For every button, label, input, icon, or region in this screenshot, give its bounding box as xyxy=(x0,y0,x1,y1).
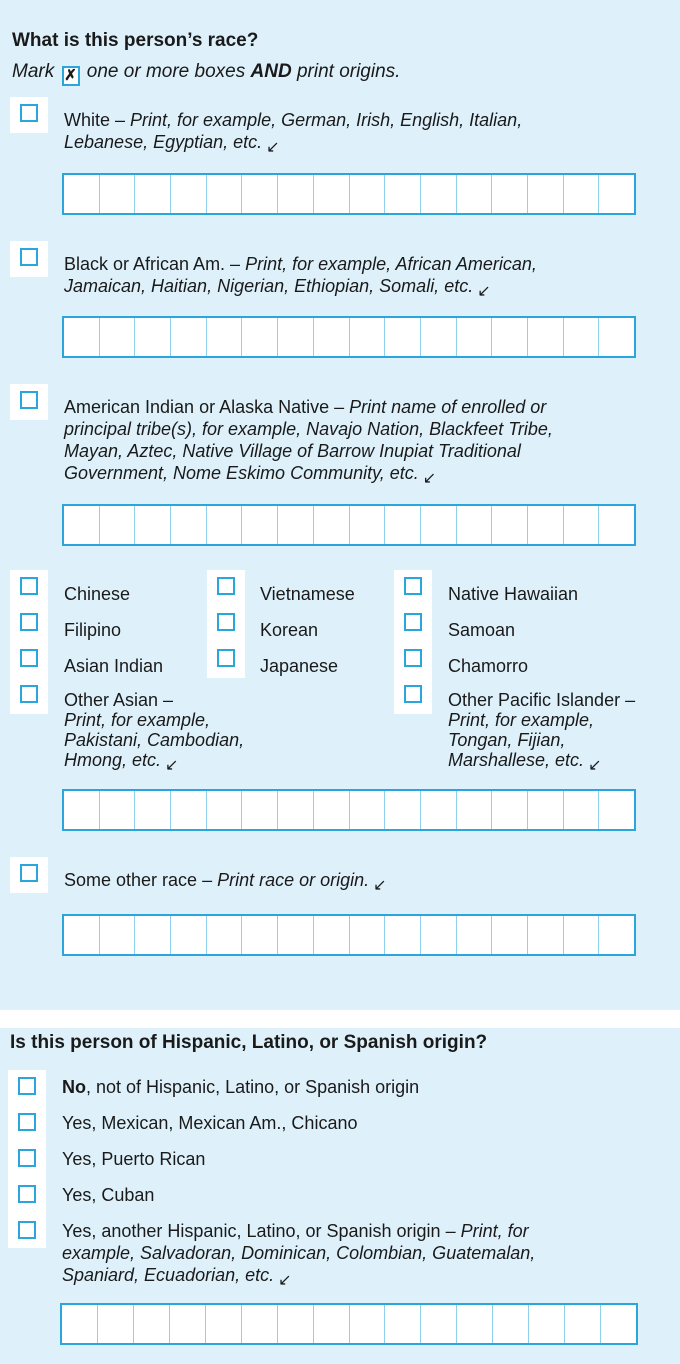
race-instruction xyxy=(12,61,400,86)
pi-checkbox-area xyxy=(394,570,432,714)
character-cell xyxy=(421,791,457,829)
arrow-down-left-icon: ↙ xyxy=(422,470,437,487)
character-cell xyxy=(64,506,100,544)
hispanic-puerto-rican-label: Yes, Puerto Rican xyxy=(62,1149,206,1169)
hispanic-no-text: , not of Hispanic, Latino, or Spanish origin xyxy=(86,1077,420,1097)
chamorro-checkbox[interactable] xyxy=(404,649,422,667)
character-cell xyxy=(170,1305,206,1343)
hispanic-question-panel xyxy=(0,1028,680,1364)
some-other-race-checkbox[interactable] xyxy=(20,864,38,882)
other-asian-label-text: Other Asian – xyxy=(64,690,174,710)
aian-hint: Mayan, Aztec, Native Village of Barrow Inupiat Traditional xyxy=(64,441,521,461)
character-cell xyxy=(100,791,136,829)
character-cell xyxy=(134,1305,170,1343)
hispanic-cuban-label: Yes, Cuban xyxy=(62,1185,155,1205)
black-label xyxy=(64,253,537,303)
hispanic-no-checkbox[interactable] xyxy=(18,1077,36,1095)
character-cell xyxy=(135,175,171,213)
hispanic-mexican-label: Yes, Mexican, Mexican Am., Chicano xyxy=(62,1113,358,1133)
character-cell xyxy=(528,916,564,954)
character-cell xyxy=(599,318,634,356)
white-hint: Lebanese, Egyptian, etc. xyxy=(64,132,263,152)
asian-pi-origin-input[interactable] xyxy=(62,789,636,831)
option-vietnamese: Vietnamese xyxy=(260,584,355,604)
character-cell xyxy=(385,506,421,544)
some-other-race-checkbox-area xyxy=(10,857,48,893)
character-cell xyxy=(350,791,386,829)
character-cell xyxy=(100,506,136,544)
character-cell xyxy=(492,318,528,356)
option-chamorro: Chamorro xyxy=(448,656,529,676)
character-cell xyxy=(64,318,100,356)
character-cell xyxy=(278,175,314,213)
black-hint: Jamaican, Haitian, Nigerian, Ethiopian, Somali, etc. xyxy=(64,276,474,296)
character-cell xyxy=(206,1305,242,1343)
character-cell xyxy=(350,1305,386,1343)
other-asian-label xyxy=(64,690,244,776)
character-cell xyxy=(314,318,350,356)
character-cell xyxy=(564,318,600,356)
white-label xyxy=(64,109,522,159)
some-other-race-label xyxy=(64,869,387,897)
other-pi-hint: Print, for example, xyxy=(448,710,595,730)
option-japanese: Japanese xyxy=(260,656,339,676)
character-cell xyxy=(98,1305,134,1343)
white-checkbox[interactable] xyxy=(20,104,38,122)
character-cell xyxy=(64,791,100,829)
character-cell xyxy=(599,175,634,213)
race-question-title: What is this person’s race? xyxy=(12,30,259,51)
character-cell xyxy=(278,791,314,829)
chinese-checkbox[interactable] xyxy=(20,577,38,595)
character-cell xyxy=(207,791,243,829)
character-cell xyxy=(242,506,278,544)
white-checkbox-area xyxy=(10,97,48,133)
character-cell xyxy=(457,1305,493,1343)
character-cell xyxy=(135,791,171,829)
character-cell xyxy=(350,506,386,544)
other-asian-hint: Pakistani, Cambodian, xyxy=(64,730,245,750)
samoan-checkbox[interactable] xyxy=(404,613,422,631)
black-checkbox-area xyxy=(10,241,48,277)
character-cell xyxy=(207,506,243,544)
character-cell xyxy=(350,916,386,954)
character-cell xyxy=(421,1305,457,1343)
character-cell xyxy=(242,1305,278,1343)
other-pi-label-text: Other Pacific Islander – xyxy=(448,690,636,710)
character-cell xyxy=(564,916,600,954)
character-cell xyxy=(385,916,421,954)
character-cell xyxy=(242,318,278,356)
character-cell xyxy=(421,916,457,954)
character-cell xyxy=(242,175,278,213)
hispanic-another-checkbox[interactable] xyxy=(18,1221,36,1239)
character-cell xyxy=(457,916,493,954)
character-cell xyxy=(385,791,421,829)
character-cell xyxy=(350,175,386,213)
character-cell xyxy=(457,318,493,356)
aian-hint: Government, Nome Eskimo Community, etc. xyxy=(64,463,419,483)
hispanic-another-hint: example, Salvadoran, Dominican, Colombian, Guatemalan, xyxy=(62,1243,536,1263)
hispanic-another-text: Yes, another Hispanic, Latino, or Spanish origin – xyxy=(62,1221,461,1241)
native-hawaiian-checkbox[interactable] xyxy=(404,577,422,595)
hispanic-question-title: Is this person of Hispanic, Latino, or Spanish origin? xyxy=(10,1032,488,1053)
character-cell xyxy=(278,506,314,544)
character-cell xyxy=(100,175,136,213)
character-cell xyxy=(314,175,350,213)
aian-checkbox[interactable] xyxy=(20,391,38,409)
character-cell xyxy=(421,175,457,213)
character-cell xyxy=(601,1305,636,1343)
character-cell xyxy=(529,1305,565,1343)
other-pi-hint: Marshallese, etc. xyxy=(448,750,585,770)
hispanic-puerto-rican-checkbox[interactable] xyxy=(18,1149,36,1167)
white-origin-input[interactable] xyxy=(62,173,636,215)
black-label-text: Black or African Am. – xyxy=(64,254,246,274)
character-cell xyxy=(457,506,493,544)
other-asian-hint: Print, for example, xyxy=(64,710,211,730)
character-cell xyxy=(599,506,634,544)
korean-checkbox[interactable] xyxy=(217,613,235,631)
hispanic-origin-input[interactable] xyxy=(60,1303,638,1345)
character-cell xyxy=(207,175,243,213)
character-cell xyxy=(242,791,278,829)
character-cell xyxy=(62,1305,98,1343)
character-cell xyxy=(314,506,350,544)
aian-checkbox-area xyxy=(10,384,48,420)
character-cell xyxy=(599,916,634,954)
aian-hint: Print name of enrolled or xyxy=(349,397,547,417)
hispanic-another-hint: Print, for xyxy=(460,1221,529,1241)
aian-label-text: American Indian or Alaska Native – xyxy=(64,397,350,417)
option-asian-indian: Asian Indian xyxy=(64,656,164,676)
example-checkbox-icon: ✗ xyxy=(62,66,80,86)
asian-indian-checkbox[interactable] xyxy=(20,649,38,667)
hispanic-another-label xyxy=(62,1220,535,1292)
option-samoan: Samoan xyxy=(448,620,516,640)
character-cell xyxy=(492,175,528,213)
other-pi-hint: Tongan, Fijian, xyxy=(448,730,566,750)
character-cell xyxy=(457,175,493,213)
aian-label xyxy=(64,396,553,490)
arrow-down-left-icon: ↙ xyxy=(266,139,280,156)
character-cell xyxy=(528,506,564,544)
option-korean: Korean xyxy=(260,620,319,640)
hispanic-another-hint: Spaniard, Ecuadorian, etc. xyxy=(62,1265,275,1285)
character-cell xyxy=(492,916,528,954)
character-cell xyxy=(100,916,136,954)
character-cell xyxy=(421,506,457,544)
character-cell xyxy=(314,916,350,954)
character-cell xyxy=(207,916,243,954)
arrow-down-left-icon: ↙ xyxy=(373,877,387,894)
character-cell xyxy=(314,1305,350,1343)
option-filipino: Filipino xyxy=(64,620,122,640)
hispanic-checkbox-area xyxy=(8,1070,46,1248)
arrow-down-left-icon: ↙ xyxy=(477,283,491,300)
character-cell xyxy=(564,506,600,544)
character-cell xyxy=(457,791,493,829)
character-cell xyxy=(278,318,314,356)
character-cell xyxy=(385,175,421,213)
instruction-text: print origins. xyxy=(296,61,401,82)
black-hint: Print, for example, African American, xyxy=(245,254,537,274)
character-cell xyxy=(171,318,207,356)
hispanic-no-label xyxy=(62,1076,419,1098)
instruction-text: one or more boxes xyxy=(86,61,246,82)
character-cell xyxy=(278,1305,314,1343)
instruction-and: AND xyxy=(250,61,292,82)
character-cell xyxy=(64,175,100,213)
white-label-text: White – xyxy=(64,110,131,130)
character-cell xyxy=(565,1305,601,1343)
character-cell xyxy=(385,1305,421,1343)
character-cell xyxy=(171,175,207,213)
character-cell xyxy=(350,318,386,356)
character-cell xyxy=(135,318,171,356)
asian-col1-checkbox-area xyxy=(10,570,48,714)
hispanic-mexican-checkbox[interactable] xyxy=(18,1113,36,1131)
some-other-race-label-text: Some other race – xyxy=(64,870,218,890)
japanese-checkbox[interactable] xyxy=(217,649,235,667)
arrow-down-left-icon: ↙ xyxy=(278,1272,292,1289)
character-cell xyxy=(64,916,100,954)
character-cell xyxy=(421,318,457,356)
black-checkbox[interactable] xyxy=(20,248,38,266)
character-cell xyxy=(385,318,421,356)
hispanic-cuban-checkbox[interactable] xyxy=(18,1185,36,1203)
asian-col2-checkbox-area xyxy=(207,570,245,678)
other-asian-checkbox[interactable] xyxy=(20,685,38,703)
character-cell xyxy=(599,791,634,829)
character-cell xyxy=(492,506,528,544)
character-cell xyxy=(171,916,207,954)
hispanic-no-bold: No xyxy=(62,1077,86,1097)
option-native-hawaiian: Native Hawaiian xyxy=(448,584,579,604)
instruction-text: Mark xyxy=(12,61,55,82)
character-cell xyxy=(492,791,528,829)
character-cell xyxy=(564,791,600,829)
character-cell xyxy=(493,1305,529,1343)
character-cell xyxy=(564,175,600,213)
character-cell xyxy=(528,318,564,356)
arrow-down-left-icon: ↙ xyxy=(588,757,602,774)
filipino-checkbox[interactable] xyxy=(20,613,38,631)
character-cell xyxy=(528,175,564,213)
character-cell xyxy=(135,506,171,544)
black-origin-input[interactable] xyxy=(62,316,636,358)
character-cell xyxy=(528,791,564,829)
aian-tribe-input[interactable] xyxy=(62,504,636,546)
character-cell xyxy=(100,318,136,356)
other-pi-label xyxy=(448,690,635,776)
some-other-race-hint: Print race or origin. xyxy=(217,870,370,890)
other-asian-hint: Hmong, etc. xyxy=(64,750,162,770)
character-cell xyxy=(278,916,314,954)
character-cell xyxy=(242,916,278,954)
some-other-race-input[interactable] xyxy=(62,914,636,956)
character-cell xyxy=(171,506,207,544)
aian-hint: principal tribe(s), for example, Navajo Nation, Blackfeet Tribe, xyxy=(64,419,553,439)
character-cell xyxy=(207,318,243,356)
white-hint: Print, for example, German, Irish, English, Italian, xyxy=(130,110,523,130)
arrow-down-left-icon: ↙ xyxy=(165,757,179,774)
character-cell xyxy=(171,791,207,829)
option-chinese: Chinese xyxy=(64,584,131,604)
other-pi-checkbox[interactable] xyxy=(404,685,422,703)
vietnamese-checkbox[interactable] xyxy=(217,577,235,595)
character-cell xyxy=(135,916,171,954)
character-cell xyxy=(314,791,350,829)
